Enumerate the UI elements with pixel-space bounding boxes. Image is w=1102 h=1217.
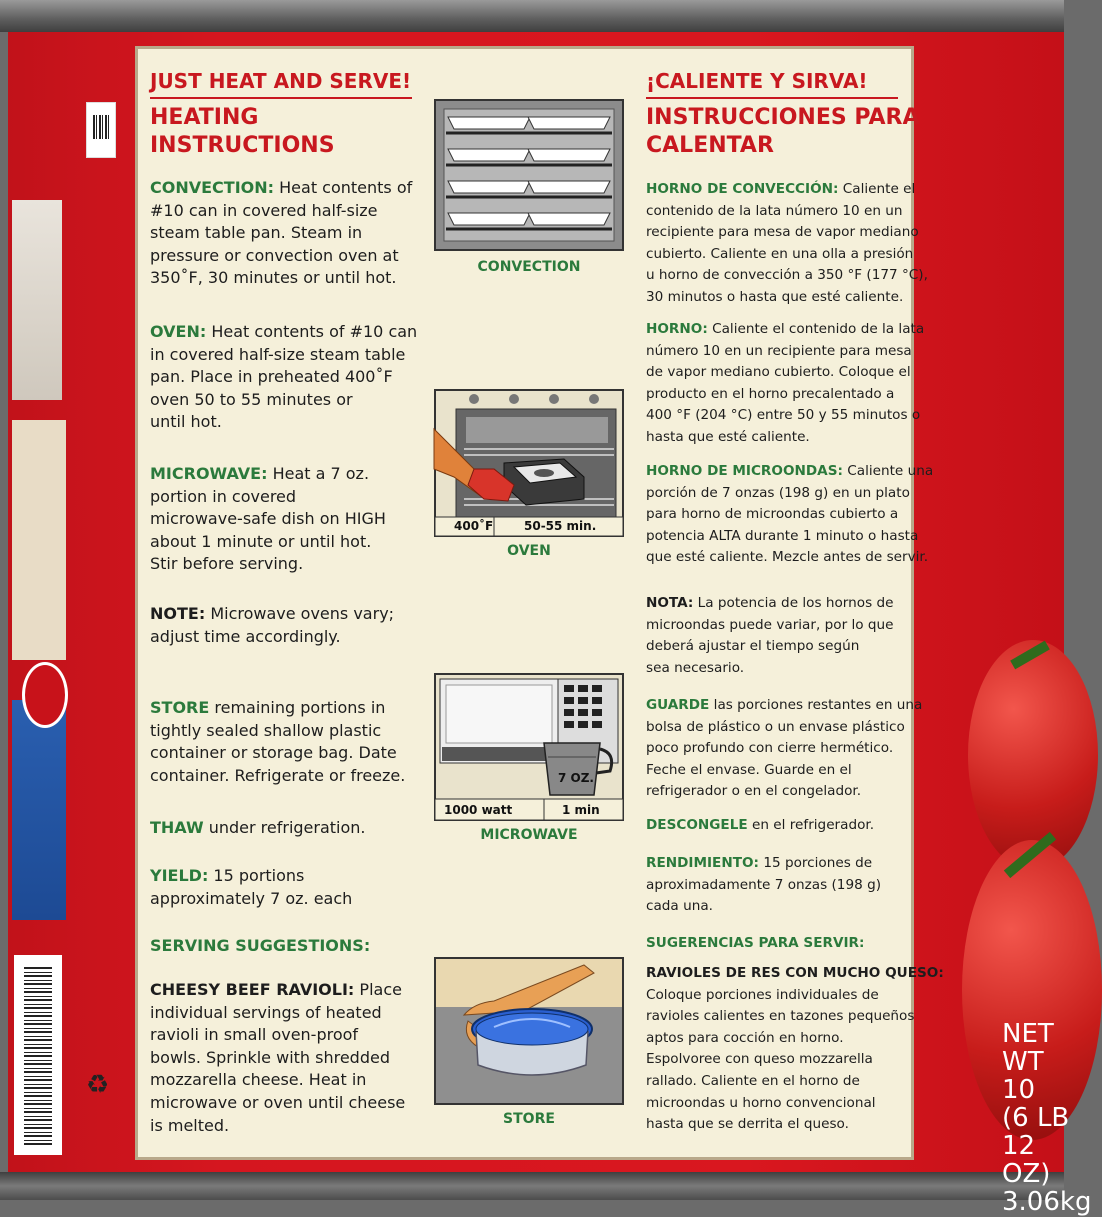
spanish-section-text: microondas u horno convencional [646, 1094, 876, 1111]
oven-illustration [434, 389, 624, 537]
english-section-text: Heat contents of #10 can [206, 322, 418, 341]
spanish-section-line [646, 760, 912, 782]
spanish-section-line [646, 201, 912, 223]
english-section-line [150, 463, 430, 486]
spanish-section-text: Caliente el contenido de la lata [707, 321, 925, 337]
english-section-text: 350˚F, 30 minutes or until hot. [150, 268, 397, 288]
spanish-section-line [646, 896, 912, 918]
spanish-section-line [646, 504, 912, 526]
side-chef-image [12, 200, 62, 400]
spanish-section-text: cada una. [646, 898, 713, 915]
spanish-section-text: rallado. Caliente en el horno de [646, 1072, 860, 1089]
spanish-section-line [646, 384, 912, 406]
spanish-section-line [646, 1006, 915, 1028]
english-title-line2: INSTRUCTIONS [150, 133, 335, 158]
english-section-label: NOTE: [150, 604, 206, 623]
spanish-title-line2: CALENTAR [646, 133, 774, 158]
spanish-section-text: deberá ajustar el tiempo según [646, 638, 860, 655]
child-hunger-badge [22, 662, 68, 728]
english-section-text: about 1 minute or until hot. [150, 531, 372, 551]
english-section-line [150, 177, 430, 200]
spanish-section-text: Caliente el [838, 181, 916, 197]
spanish-section-text: hasta que se derrita el queso. [646, 1116, 849, 1133]
spanish-section-label: HORNO DE MICROONDAS: [646, 463, 843, 479]
spanish-section-label: RENDIMIENTO: [646, 855, 759, 871]
microwave-illustration [434, 673, 624, 821]
english-section-line [150, 1069, 430, 1092]
net-weight-line2: (6 LB 12 OZ) [1002, 1103, 1070, 1189]
english-section-line [150, 245, 430, 268]
can-bottom-rim [0, 1172, 1064, 1200]
english-section-line [150, 817, 430, 840]
english-section-line [150, 720, 430, 743]
spanish-section-text: cubierto. Caliente en una olla a presión [646, 245, 914, 262]
net-weight [1002, 1019, 1092, 1217]
english-section-7 [150, 935, 430, 958]
english-section-line [150, 508, 430, 531]
english-section-text: Stir before serving. [150, 554, 304, 574]
english-section-line [150, 321, 430, 344]
spanish-section-line [646, 815, 912, 837]
spanish-section-line [646, 222, 919, 244]
spanish-section-text: Espolvoree con queso mozzarella [646, 1051, 873, 1068]
spanish-section-text: aproximadamente 7 onzas (198 g) [646, 876, 882, 893]
english-section-line [150, 267, 430, 290]
spanish-section-line [646, 265, 928, 287]
spanish-section-line [646, 695, 923, 717]
spanish-section-line [646, 405, 921, 427]
microwave-cup-label: 7 OZ. [558, 771, 594, 785]
spanish-section-5 [646, 815, 912, 837]
english-section-text: microwave-safe dish on HIGH [150, 509, 386, 529]
english-section-text: Microwave ovens vary; [205, 604, 395, 623]
english-section-label: CONVECTION: [150, 178, 275, 197]
english-section-text: pressure or convection oven at [150, 245, 399, 265]
spanish-section-line [646, 319, 925, 341]
spanish-headline-underline [646, 97, 898, 99]
english-section-text: in covered half-size steam table [150, 344, 406, 364]
spanish-section-text: número 10 en un recipiente para mesa [646, 342, 912, 359]
can-top-rim [0, 0, 1064, 32]
spanish-section-text: en el refrigerador. [747, 817, 875, 833]
english-section-line [150, 366, 430, 389]
english-headline-underline [150, 97, 412, 99]
spanish-section-8 [646, 963, 944, 1136]
english-section-text: adjust time accordingly. [150, 626, 341, 646]
spanish-section-label: HORNO: [646, 321, 708, 337]
english-section-0 [150, 177, 430, 290]
spanish-section-text: hasta que esté caliente. [646, 428, 810, 445]
english-section-text: ravioli in small oven-proof [150, 1025, 359, 1045]
spanish-section-line [646, 179, 916, 201]
spanish-section-line [646, 853, 912, 875]
recycle-icon: ♻ [86, 1070, 110, 1100]
spanish-section-label: SUGERENCIAS PARA SERVIR: [646, 935, 865, 951]
spanish-section-line [646, 1049, 912, 1071]
english-section-line [150, 765, 430, 788]
spanish-section-text: 400 °F (204 °C) entre 50 y 55 minutos o [646, 407, 921, 424]
english-section-label: THAW [150, 818, 204, 837]
spanish-section-line [646, 1071, 912, 1093]
english-section-text: under refrigeration. [203, 818, 366, 837]
spanish-title-line1: INSTRUCCIONES PARA [646, 105, 920, 130]
english-section-line [150, 389, 430, 412]
oven-temp-label: 400˚F [454, 519, 494, 533]
english-section-text: steam table pan. Steam in [150, 223, 363, 243]
spanish-section-2 [646, 461, 934, 569]
english-headline: JUST HEAT AND SERVE! [150, 69, 412, 93]
spanish-section-line [646, 483, 912, 505]
english-section-text: mozzarella cheese. Heat in [150, 1070, 367, 1090]
spanish-section-text: poco profundo con cierre hermético. [646, 740, 894, 757]
spanish-section-3 [646, 593, 912, 679]
spanish-section-text: u horno de convección a 350 °F (177 °C), [646, 267, 928, 284]
english-section-line [150, 1024, 430, 1047]
spanish-section-line [646, 1028, 912, 1050]
spanish-section-line [646, 526, 919, 548]
small-barcode [86, 102, 116, 158]
spanish-section-line [646, 427, 912, 449]
english-section-label: OVEN: [150, 322, 207, 341]
english-section-line [150, 200, 430, 223]
english-section-line [150, 1047, 430, 1070]
spanish-section-line [646, 1093, 912, 1115]
spanish-section-text: ravioles calientes en tazones pequeños [646, 1008, 915, 1025]
spanish-headline: ¡CALIENTE Y SIRVA! [646, 69, 868, 93]
english-section-text: is melted. [150, 1115, 230, 1135]
english-section-5 [150, 817, 430, 840]
english-section-text: portion in covered [150, 486, 297, 506]
spanish-section-1 [646, 319, 925, 449]
english-section-text: Heat a 7 oz. [267, 464, 370, 483]
english-section-line [150, 553, 430, 576]
spanish-section-4 [646, 695, 923, 803]
spanish-section-line [646, 985, 912, 1007]
oven-time-label: 50-55 min. [524, 519, 597, 533]
microwave-caption: MICROWAVE [480, 827, 578, 843]
english-title-line1: HEATING [150, 105, 259, 130]
instructions-panel [135, 46, 944, 1160]
side-blue-panel [12, 700, 66, 920]
english-section-line [150, 742, 430, 765]
english-section-text: container or storage bag. Date [150, 743, 397, 763]
spanish-section-label: GUARDE [646, 697, 710, 713]
english-section-line [150, 1002, 430, 1025]
english-section-line [150, 979, 430, 1002]
spanish-section-line [646, 461, 934, 483]
spanish-section-line [646, 244, 912, 266]
illustrations-column [434, 49, 624, 1159]
spanish-section-line [646, 341, 912, 363]
spanish-section-text: refrigerador o en el congelador. [646, 783, 862, 800]
spanish-section-line [646, 547, 929, 569]
english-section-line [150, 935, 430, 958]
microwave-time-label: 1 min [562, 803, 600, 817]
spanish-section-6 [646, 853, 912, 918]
english-section-text: Heat contents of [274, 178, 413, 197]
english-section-text: individual servings of heated [150, 1002, 382, 1022]
english-section-text: approximately 7 oz. each [150, 888, 353, 908]
spanish-section-text: Coloque porciones individuales de [646, 986, 879, 1003]
spanish-section-line [646, 717, 912, 739]
spanish-section-text: aptos para cocción en horno. [646, 1029, 844, 1046]
english-section-text: pan. Place in preheated 400˚F [150, 367, 393, 387]
spanish-section-text: microondas puede variar, por lo que [646, 616, 894, 633]
english-section-text: container. Refrigerate or freeze. [150, 765, 406, 785]
spanish-section-text: producto en el horno precalentado a [646, 385, 895, 402]
english-section-line [150, 222, 430, 245]
english-section-line [150, 531, 430, 554]
spanish-section-label: HORNO DE CONVECCIÓN: [646, 181, 839, 197]
spanish-section-text: recipiente para mesa de vapor mediano [646, 224, 919, 241]
english-section-line [150, 1115, 430, 1138]
english-section-line [150, 486, 430, 509]
spanish-section-0 [646, 179, 928, 309]
spanish-section-text: 30 minutos o hasta que esté caliente. [646, 288, 904, 305]
english-section-line [150, 344, 430, 367]
english-section-6 [150, 865, 430, 910]
spanish-section-text: que esté caliente. Mezcle antes de servir. [646, 549, 929, 566]
english-section-line [150, 411, 430, 434]
spanish-section-line [646, 933, 912, 955]
spanish-section-line [646, 593, 912, 615]
spanish-section-line [646, 963, 944, 985]
microwave-watt-label: 1000 watt [444, 803, 513, 817]
convection-caption: CONVECTION [477, 259, 581, 275]
spanish-section-text: las porciones restantes en una [709, 697, 923, 713]
english-section-text: bowls. Sprinkle with shredded [150, 1047, 390, 1067]
english-section-line [150, 697, 430, 720]
spanish-section-text: sea necesario. [646, 659, 745, 676]
english-section-label: YIELD: [150, 866, 209, 885]
english-section-8 [150, 979, 430, 1137]
spanish-section-line [646, 875, 912, 897]
english-section-text: 15 portions [208, 866, 305, 885]
spanish-section-text: La potencia de los hornos de [693, 595, 894, 611]
convection-illustration [434, 99, 624, 251]
english-section-2 [150, 463, 430, 576]
spanish-section-text: contenido de la lata número 10 en un [646, 202, 903, 219]
english-section-text: oven 50 to 55 minutes or [150, 389, 353, 409]
english-section-text: remaining portions in [209, 698, 386, 717]
tomato-image-top [968, 640, 1098, 870]
spanish-section-text: para horno de microondas cubierto a [646, 506, 899, 523]
english-section-line [150, 1092, 430, 1115]
english-section-label: STORE [150, 698, 210, 717]
spanish-section-text: 15 porciones de [759, 855, 873, 871]
spanish-section-label: NOTA: [646, 595, 694, 611]
spanish-section-line [646, 1114, 912, 1136]
net-weight-line1: NET WT 10 [1002, 1019, 1054, 1105]
spanish-section-label: DESCONGELE [646, 817, 748, 833]
english-section-text: microwave or oven until cheese [150, 1092, 406, 1112]
spanish-section-text: de vapor mediano cubierto. Coloque el [646, 364, 911, 381]
spanish-section-line [646, 781, 912, 803]
spanish-section-line [646, 636, 912, 658]
spanish-section-line [646, 658, 912, 680]
spanish-section-text: porción de 7 onzas (198 g) en un plato [646, 484, 910, 501]
english-section-1 [150, 321, 430, 434]
english-section-text: Place [354, 980, 402, 999]
store-caption: STORE [503, 1111, 555, 1127]
spanish-section-text: potencia ALTA durante 1 minuto o hasta [646, 527, 919, 544]
spanish-section-label: RAVIOLES DE RES CON MUCHO QUESO: [646, 965, 944, 981]
spanish-section-line [646, 362, 912, 384]
english-section-line [150, 603, 430, 626]
spanish-section-text: Feche el envase. Guarde en el [646, 761, 852, 778]
spanish-section-7 [646, 933, 912, 955]
net-weight-line3: 3.06kg [1002, 1187, 1092, 1217]
english-section-line [150, 888, 430, 911]
english-section-text: tightly sealed shallow plastic [150, 720, 382, 740]
english-section-label: CHEESY BEEF RAVIOLI: [150, 980, 355, 999]
spanish-section-line [646, 615, 912, 637]
english-section-text: #10 can in covered half-size [150, 200, 378, 220]
oven-caption: OVEN [507, 543, 551, 559]
english-section-text: until hot. [150, 412, 222, 432]
english-section-line [150, 865, 430, 888]
spanish-section-line [646, 738, 912, 760]
english-section-label: MICROWAVE: [150, 464, 268, 483]
spanish-section-text: Caliente una [842, 463, 934, 479]
english-section-line [150, 626, 430, 649]
english-section-4 [150, 697, 430, 787]
upc-barcode [14, 955, 62, 1155]
english-section-3 [150, 603, 430, 648]
english-section-label: SERVING SUGGESTIONS: [150, 936, 371, 955]
side-story-panel [12, 420, 66, 660]
spanish-section-text: bolsa de plástico o un envase plástico [646, 718, 905, 735]
spanish-section-line [646, 287, 912, 309]
store-illustration [434, 957, 624, 1105]
